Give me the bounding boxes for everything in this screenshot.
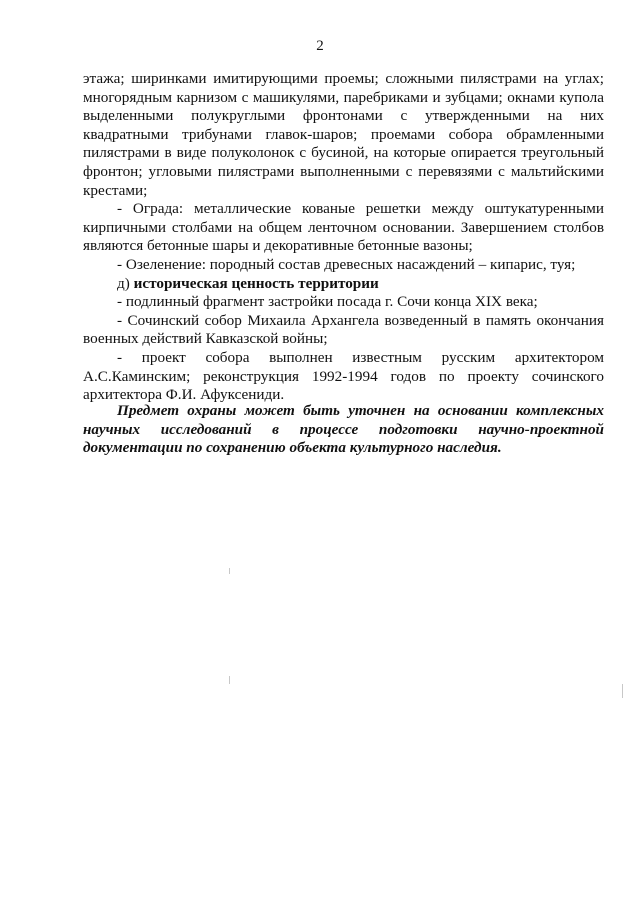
scan-speck bbox=[622, 684, 623, 698]
heading-prefix: д) bbox=[117, 274, 134, 292]
paragraph-fence: - Ограда: металлические кованые решетки между оштукатуренными кирпичными столбами на общем ленточном основании. Завершением столбов являются бетонные шары и декоративные бетонные вазоны; bbox=[83, 200, 604, 255]
paragraph-landscaping: - Озеленение: породный состав древесных насаждений – кипарис, туя; bbox=[117, 255, 576, 273]
page-number: 2 bbox=[316, 38, 324, 54]
historical-value-heading: историческая ценность территории bbox=[133, 274, 379, 292]
scan-speck bbox=[229, 676, 230, 684]
paragraph-project: - проект собора выполнен известным русским архитектором А.С.Каминским; реконструкция 1992-1994 годов по проекту сочинского архитектора Ф.И. Афуксениди. bbox=[83, 348, 604, 404]
paragraph-facade-details: этажа; ширинками имитирующими проемы; сложными пилястрами на углах; многорядным карнизом с машикулями, паребриками и зубцами; окнами купола выделенными полукруглыми фронтонами с утвержденными на них квадратными трибунами главок-шаров; проемами собора обрамленными пилястрами в виде полуколонок с бусиной, на которые опирается треугольный фронтон; угловыми пилястрами выполненными с перевязями с мальтийскими крестами; bbox=[83, 70, 604, 199]
paragraph-cathedral: - Сочинский собор Михаила Архангела возведенный в память окончания военных действий Кавказской войны; bbox=[83, 311, 604, 348]
closing-note: Предмет охраны может быть уточнен на основании комплексных научных исследований в процессе подготовки научно-проектной документации по сохранению объекта культурного наследия. bbox=[83, 402, 604, 457]
scan-speck bbox=[229, 568, 230, 574]
body-text bbox=[83, 70, 604, 405]
paragraph-historical-value-heading bbox=[83, 275, 604, 294]
paragraph-authentic-fragment: - подлинный фрагмент застройки посада г. Сочи конца XIX века; bbox=[117, 293, 538, 311]
